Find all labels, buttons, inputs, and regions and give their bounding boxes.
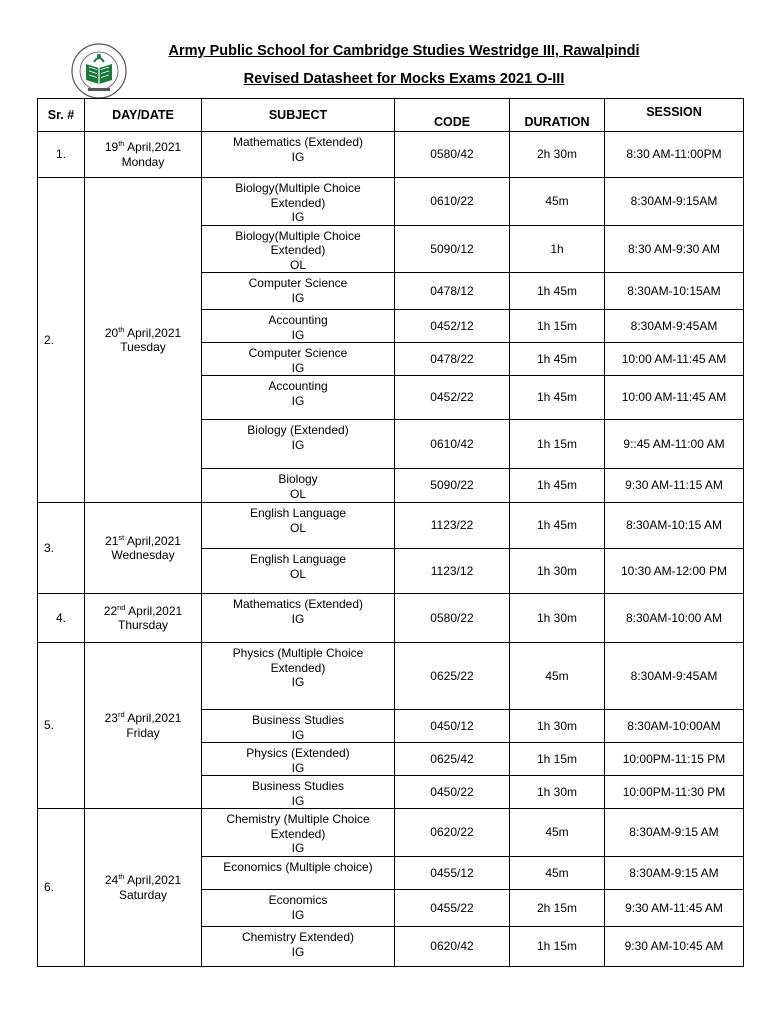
session-cell: 10:30 AM-12:00 PM [605,549,744,594]
date-ordinal-suffix: st [118,532,125,542]
serial-number-cell: 4. [38,594,85,643]
col-header-code: CODE [395,99,510,132]
subject-line: IG [291,760,305,775]
subject-cell [202,343,395,376]
code-cell: 0625/42 [395,743,510,776]
subject-line: IG [291,675,305,689]
subject-cell [202,743,395,776]
subject-cell [202,469,395,503]
serial-number-cell: 5. [38,643,85,809]
subject-line: Biology(Multiple Choice [235,181,361,195]
session-cell: 8:30AM-9:15AM [605,178,744,226]
code-cell: 0478/12 [395,273,510,310]
subject-line: Accounting [268,313,328,327]
subject-line: Biology [278,472,318,486]
table-row [38,809,744,857]
serial-number-cell: 6. [38,809,85,967]
code-cell: 0620/22 [395,809,510,857]
subject-line: Physics (Extended) [246,746,350,760]
session-cell: 9:30 AM-11:45 AM [605,890,744,927]
duration-cell: 2h 15m [510,890,605,927]
subject-line: IG [291,841,305,855]
subject-line: IG [291,944,305,959]
subject-line: Business Studies [251,779,345,793]
weekday-text: Wednesday [111,548,175,562]
subject-line: IG [291,611,305,626]
subject-cell [202,225,395,273]
subject-cell [202,376,395,420]
subject-line: Economics (Multiple choice) [223,860,373,874]
subject-line: IG [291,327,305,342]
duration-cell: 45m [510,809,605,857]
date-text: 24th April,2021 [104,872,182,887]
code-cell: 0478/22 [395,343,510,376]
subject-line: Computer Science [248,276,348,290]
date-ordinal-suffix: th [118,139,125,148]
code-cell: 1123/22 [395,503,510,549]
code-cell: 0455/22 [395,890,510,927]
subject-line: Economics [268,893,328,907]
session-cell: 9::45 AM-11:00 AM [605,420,744,469]
day-date-cell [85,643,202,809]
subject-line: IG [291,727,305,742]
subject-cell [202,643,395,710]
duration-cell: 1h 30m [510,710,605,743]
subject-line: Biology(Multiple Choice [235,228,361,243]
col-header-sr: Sr. # [38,99,85,132]
subject-line: OL [289,566,306,581]
session-cell: 8:30AM-9:45AM [605,310,744,343]
subject-cell [202,809,395,857]
table-row [38,132,744,178]
subject-line: OL [289,257,306,272]
table-header-row [38,99,744,132]
table-row [38,643,744,710]
session-cell: 8:30AM-10:15AM [605,273,744,310]
session-cell: 10:00 AM-11:45 AM [605,376,744,420]
code-cell: 0625/22 [395,643,510,710]
subject-line: Chemistry (Multiple Choice [226,812,370,826]
subject-line: IG [291,360,305,375]
subject-cell [202,549,395,594]
session-cell: 8:30AM-10:15 AM [605,503,744,549]
subject-cell [202,710,395,743]
serial-number-cell: 3. [38,503,85,594]
date-text: 21st April,2021 [105,532,181,548]
subject-line: Chemistry Extended) [241,930,355,944]
subject-line: English Language [249,552,347,566]
code-cell: 0620/42 [395,927,510,967]
code-cell: 0452/22 [395,376,510,420]
subject-line: Extended) [270,826,326,841]
col-header-subject: SUBJECT [202,99,395,132]
subject-cell [202,776,395,809]
subject-line: IG [291,437,305,452]
weekday-text: Friday [126,725,160,740]
duration-cell: 1h 45m [510,376,605,420]
subject-cell [202,420,395,469]
code-cell: 0610/42 [395,420,510,469]
date-ordinal-suffix: rd [117,710,125,719]
datasheet-table [37,98,744,967]
duration-cell: 1h [510,225,605,273]
subject-line: Computer Science [248,346,348,360]
day-date-cell [85,809,202,967]
duration-cell: 1h 45m [510,469,605,503]
weekday-text: Tuesday [120,340,166,354]
datasheet-title: Revised Datasheet for Mocks Exams 2021 O-III [243,71,565,87]
session-cell: 8:30 AM-9:30 AM [605,225,744,273]
code-cell: 0580/42 [395,132,510,178]
code-cell: 5090/22 [395,469,510,503]
subject-line: Physics (Multiple Choice [232,646,364,660]
session-cell: 10:00PM-11:30 PM [605,776,744,809]
duration-cell: 1h 15m [510,310,605,343]
session-cell: 8:30 AM-11:00PM [605,132,744,178]
subject-line: Extended) [270,195,326,210]
subject-line: OL [289,486,306,501]
code-cell: 0580/22 [395,594,510,643]
session-cell: 8:30AM-9:15 AM [605,857,744,890]
subject-line: Extended) [270,660,326,675]
subject-cell [202,594,395,643]
weekday-text: Saturday [118,887,168,902]
subject-line: IG [291,210,305,224]
table-row [38,594,744,643]
weekday-text: Thursday [117,618,169,632]
code-cell: 0610/22 [395,178,510,226]
subject-line: Extended) [270,243,326,257]
school-name: Army Public School for Cambridge Studies Westridge III, Rawalpindi [168,43,640,59]
subject-line: Business Studies [251,713,345,727]
subject-cell [202,132,395,178]
duration-cell: 45m [510,857,605,890]
duration-cell: 1h 30m [510,594,605,643]
duration-cell: 1h 15m [510,420,605,469]
code-cell: 0452/12 [395,310,510,343]
date-text: 23rd April,2021 [104,710,182,725]
subject-line: English Language [249,506,347,520]
day-date-cell [85,503,202,594]
duration-cell: 45m [510,178,605,226]
subject-cell [202,503,395,549]
duration-cell: 1h 30m [510,776,605,809]
subject-line: IG [291,290,305,305]
date-text: 22nd April,2021 [103,602,183,618]
session-cell: 8:30AM-9:45AM [605,643,744,710]
code-cell: 1123/12 [395,549,510,594]
subject-line: IG [291,907,305,922]
subject-line: Mathematics (Extended) [232,135,364,149]
col-header-duration: DURATION [510,99,605,132]
serial-number-cell: 1. [38,132,85,178]
session-cell: 9:30 AM-11:15 AM [605,469,744,503]
date-ordinal-suffix: nd [117,602,126,612]
weekday-text: Monday [121,154,165,169]
code-cell: 5090/12 [395,225,510,273]
session-cell: 9:30 AM-10:45 AM [605,927,744,967]
day-date-cell [85,594,202,643]
serial-number-cell: 2. [38,178,85,503]
subject-cell [202,273,395,310]
session-cell: 8:30AM-9:15 AM [605,809,744,857]
date-text: 20th April,2021 [104,324,182,340]
subject-line: Biology (Extended) [247,423,349,437]
subject-cell [202,927,395,967]
col-header-session: SESSION [605,99,744,132]
date-ordinal-suffix: th [118,324,125,334]
day-date-cell [85,132,202,178]
duration-cell: 1h 15m [510,743,605,776]
subject-line: IG [291,149,305,164]
session-cell: 10:00PM-11:15 PM [605,743,744,776]
duration-cell: 1h 45m [510,273,605,310]
duration-cell: 2h 30m [510,132,605,178]
subject-line: IG [291,393,305,408]
subject-cell [202,890,395,927]
session-cell: 8:30AM-10:00AM [605,710,744,743]
duration-cell: 45m [510,643,605,710]
day-date-cell [85,178,202,503]
code-cell: 0455/12 [395,857,510,890]
duration-cell: 1h 45m [510,503,605,549]
duration-cell: 1h 15m [510,927,605,967]
duration-cell: 1h 45m [510,343,605,376]
table-row [38,178,744,226]
table-row [38,503,744,549]
subject-line: Mathematics (Extended) [232,597,364,611]
subject-cell [202,310,395,343]
subject-line: Accounting [268,379,328,393]
duration-cell: 1h 30m [510,549,605,594]
code-cell: 0450/22 [395,776,510,809]
session-cell: 10:00 AM-11:45 AM [605,343,744,376]
code-cell: 0450/12 [395,710,510,743]
subject-line: IG [291,793,305,808]
date-ordinal-suffix: th [118,872,125,881]
date-text: 19th April,2021 [104,139,182,154]
subject-cell [202,178,395,226]
col-header-daydate: DAY/DATE [85,99,202,132]
subject-cell [202,857,395,890]
subject-line: OL [289,520,306,535]
session-cell: 8:30AM-10:00 AM [605,594,744,643]
